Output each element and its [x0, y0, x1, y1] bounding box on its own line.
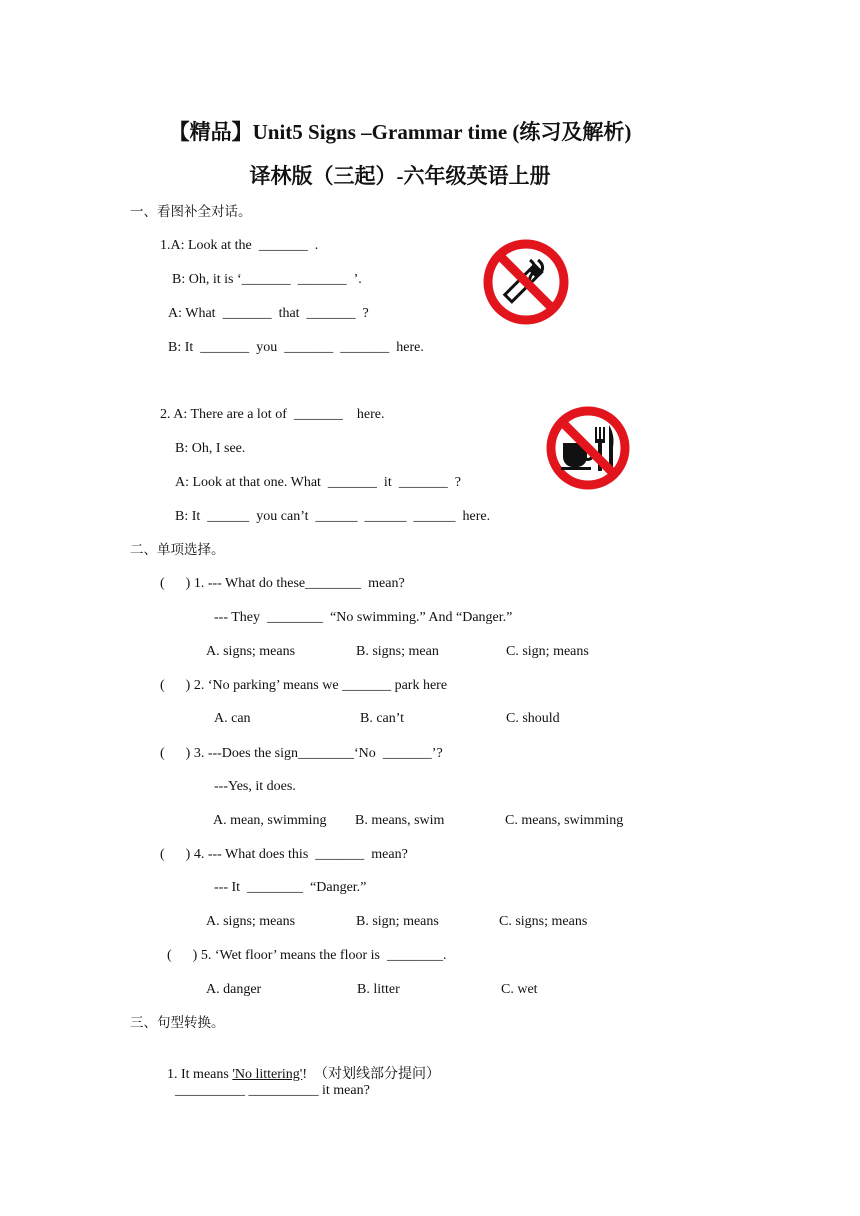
s2-q3-option-a: A. mean, swimming	[213, 813, 327, 828]
s2-q1-option-b: B. signs; mean	[356, 644, 439, 659]
s1-q2-line2: B: Oh, I see.	[175, 441, 246, 456]
s3-q1-underlined: 'No littering'	[232, 1067, 303, 1082]
s2-q4-option-b: B. sign; means	[356, 914, 439, 929]
s1-q1-line2: B: Oh, it is ‘_______ _______ ’.	[172, 272, 362, 287]
s2-q4-option-c: C. signs; means	[499, 914, 588, 929]
s2-q2-option-c: C. should	[506, 711, 560, 726]
s1-q1-line4: B: It _______ you _______ _______ here.	[168, 340, 424, 355]
s3-q1-post: ! （对划线部分提问）	[302, 1067, 440, 1082]
s2-q1-sub: --- They ________ “No swimming.” And “Danger.”	[214, 610, 513, 625]
document-title-line1: 【精品】Unit5 Signs –Grammar time (练习及解析)	[168, 120, 632, 144]
s1-q2-line3: A: Look at that one. What _______ it _______ ?	[175, 475, 461, 490]
s3-q1-answer-line: __________ __________ it mean?	[175, 1083, 370, 1098]
s2-q1-option-a: A. signs; means	[206, 644, 296, 659]
s2-q5-option-c: C. wet	[501, 982, 538, 997]
s2-q1-stem: ( ) 1. --- What do these________ mean?	[160, 576, 405, 591]
s3-q1-prompt	[160, 1048, 440, 1084]
s1-q1-line3: A: What _______ that _______ ?	[168, 306, 369, 321]
s2-q5-stem: ( ) 5. ‘Wet floor’ means the floor is ________.	[167, 948, 447, 963]
s2-q4-stem: ( ) 4. --- What does this _______ mean?	[160, 847, 408, 862]
s1-q2-line1: 2. A: There are a lot of _______ here.	[160, 407, 385, 422]
no-smoking-sign-icon	[482, 238, 570, 326]
section3-heading: 三、句型转换。	[130, 1015, 225, 1031]
s2-q1-option-c: C. sign; means	[506, 644, 589, 659]
s2-q4-option-a: A. signs; means	[206, 914, 296, 929]
s2-q4-sub: --- It ________ “Danger.”	[214, 880, 367, 895]
no-food-drink-sign-icon	[545, 405, 631, 491]
s3-q1-pre: 1. It means	[167, 1067, 233, 1082]
s2-q3-stem: ( ) 3. ---Does the sign________‘No _______’?	[160, 746, 443, 761]
s2-q2-option-b: B. can’t	[360, 711, 405, 726]
s1-q2-line4: B: It ______ you can’t ______ ______ ______ here.	[175, 509, 491, 524]
s2-q3-sub: ---Yes, it does.	[214, 779, 296, 794]
document-title-line2: 译林版（三起）-六年级英语上册	[249, 164, 551, 188]
s2-q5-option-b: B. litter	[357, 982, 400, 997]
s1-q1-line1: 1.A: Look at the _______ .	[160, 238, 319, 253]
section2-heading: 二、单项选择。	[130, 542, 225, 558]
s2-q2-option-a: A. can	[214, 711, 251, 726]
s2-q2-stem: ( ) 2. ‘No parking’ means we _______ park here	[160, 678, 448, 693]
s2-q5-option-a: A. danger	[206, 982, 262, 997]
section1-heading: 一、看图补全对话。	[130, 204, 252, 220]
s2-q3-option-c: C. means, swimming	[505, 813, 624, 828]
s2-q3-option-b: B. means, swim	[355, 813, 445, 828]
